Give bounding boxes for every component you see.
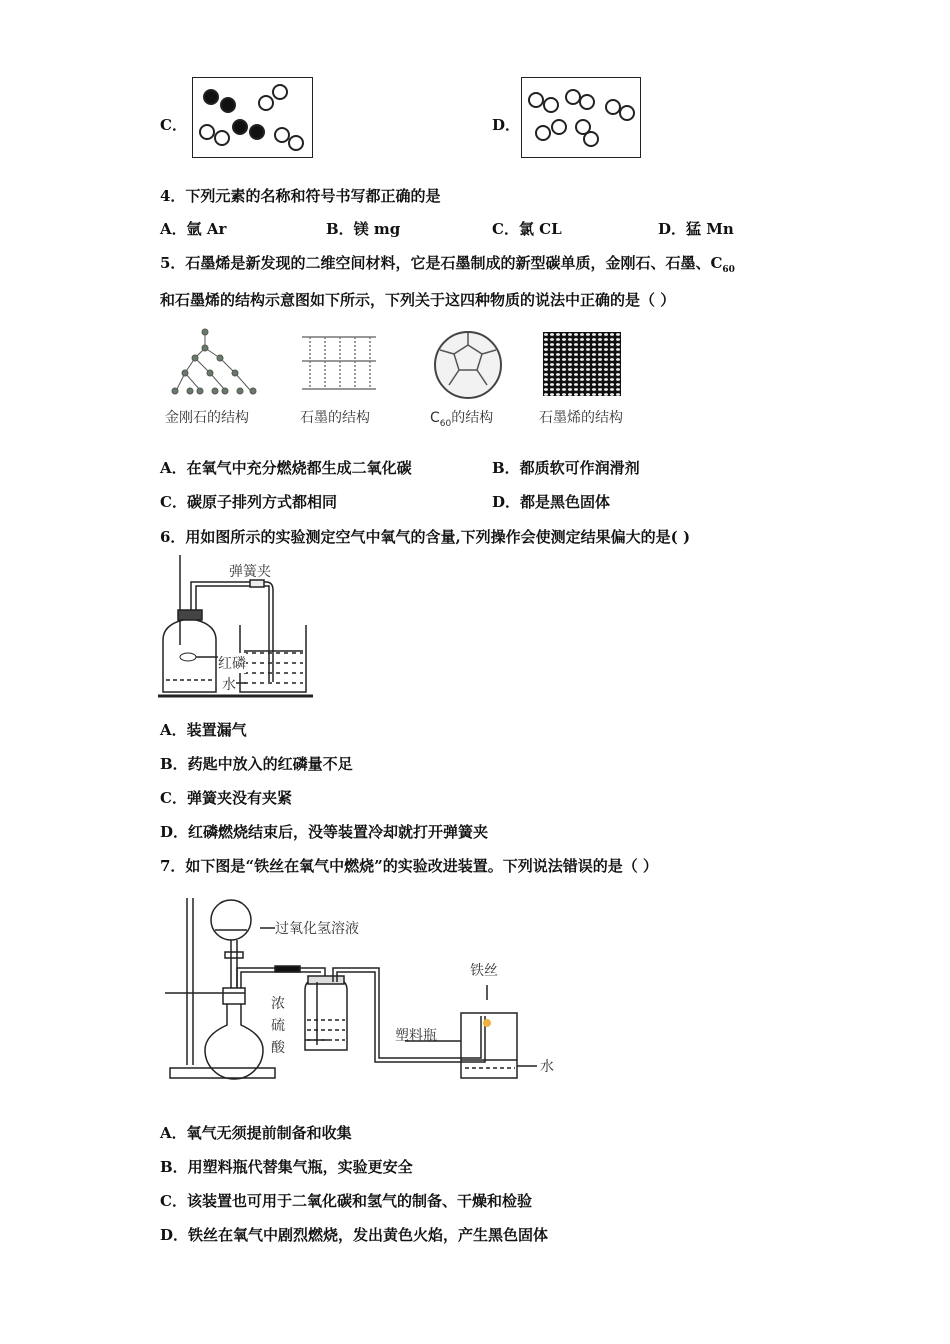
q4-option-d[interactable]: D．猛 Mn <box>658 220 734 238</box>
q7-option-d[interactable]: D．铁丝在氧气中剧烈燃烧，发出黄色火焰，产生黑色固体 <box>160 1226 549 1244</box>
question-5-stem-line2: 和石墨烯的结构示意图如下所示，下列关于这四种物质的说法中正确的是（ ） <box>160 291 676 309</box>
label-spring-clamp: 弹簧夹 <box>229 564 271 580</box>
caption-diamond: 金刚石的结构 <box>165 410 249 426</box>
q5-option-d[interactable]: D．都是黑色固体 <box>492 493 611 511</box>
q7-option-b[interactable]: B．用塑料瓶代替集气瓶，实验更安全 <box>160 1158 413 1176</box>
label-red-phosphorus: 红磷 <box>218 653 246 673</box>
question-4-stem: 4．下列元素的名称和符号书写都正确的是 <box>160 187 441 205</box>
q5-option-c[interactable]: C．碳原子排列方式都相同 <box>160 493 337 511</box>
q4-option-a[interactable]: A．氩 Ar <box>160 220 227 238</box>
caption-graphene: 石墨烯的结构 <box>539 410 623 426</box>
q4-option-b[interactable]: B．镁 mg <box>326 220 401 238</box>
q5-option-b[interactable]: B．都质软可作润滑剂 <box>492 459 640 477</box>
caption-c60: $C_{60}$的结构 <box>430 410 494 429</box>
q6-option-b[interactable]: B．药匙中放入的红磷量不足 <box>160 755 353 773</box>
option-c-label: C． <box>160 116 187 134</box>
label-conc-3: 酸 <box>271 1040 285 1056</box>
c60-structure-image <box>432 330 504 400</box>
molecule-diagram-d <box>521 77 641 158</box>
q4-option-c[interactable]: C．氯 CL <box>492 220 562 238</box>
q6-option-c[interactable]: C．弹簧夹没有夹紧 <box>160 789 292 807</box>
q7-option-a[interactable]: A．氧气无须提前制备和收集 <box>160 1124 352 1142</box>
label-conc-2: 硫 <box>271 1018 285 1034</box>
label-water: 水 <box>222 674 236 694</box>
graphite-structure-image <box>300 333 378 395</box>
graphene-structure-image <box>543 332 621 396</box>
q7-option-c[interactable]: C．该装置也可用于二氧化碳和氢气的制备、干燥和检验 <box>160 1192 532 1210</box>
caption-graphite: 石墨的结构 <box>300 410 370 426</box>
q5-option-a[interactable]: A．在氧气中充分燃烧都生成二氧化碳 <box>160 459 412 477</box>
label-hydrogen-peroxide: 过氧化氢溶液 <box>275 921 359 937</box>
q6-option-a[interactable]: A．装置漏气 <box>160 721 247 739</box>
label-conc-1: 浓 <box>271 996 285 1012</box>
q6-option-d[interactable]: D．红磷燃烧结束后，没等装置冷却就打开弹簧夹 <box>160 823 489 841</box>
label-iron-wire: 铁丝 <box>470 963 498 979</box>
question-7-stem: 7．如下图是“铁丝在氧气中燃烧”的实验改进装置。下列说法错误的是（ ） <box>160 857 658 875</box>
molecule-diagram-c <box>192 77 313 158</box>
label-plastic-bottle: 塑料瓶 <box>395 1028 437 1044</box>
iron-wire-combustion-apparatus <box>165 890 565 1085</box>
question-6-stem: 6．用如图所示的实验测定空气中氧气的含量,下列操作会使测定结果偏大的是( ) <box>160 528 691 546</box>
question-5-stem-line1: 5．石墨烯是新发现的二维空间材料，它是石墨制成的新型碳单质，金刚石、石墨、$C_{60}$ <box>160 254 735 275</box>
diamond-structure-image <box>165 328 260 398</box>
label-water-7: 水 <box>540 1059 554 1075</box>
option-d-label: D． <box>492 116 521 134</box>
